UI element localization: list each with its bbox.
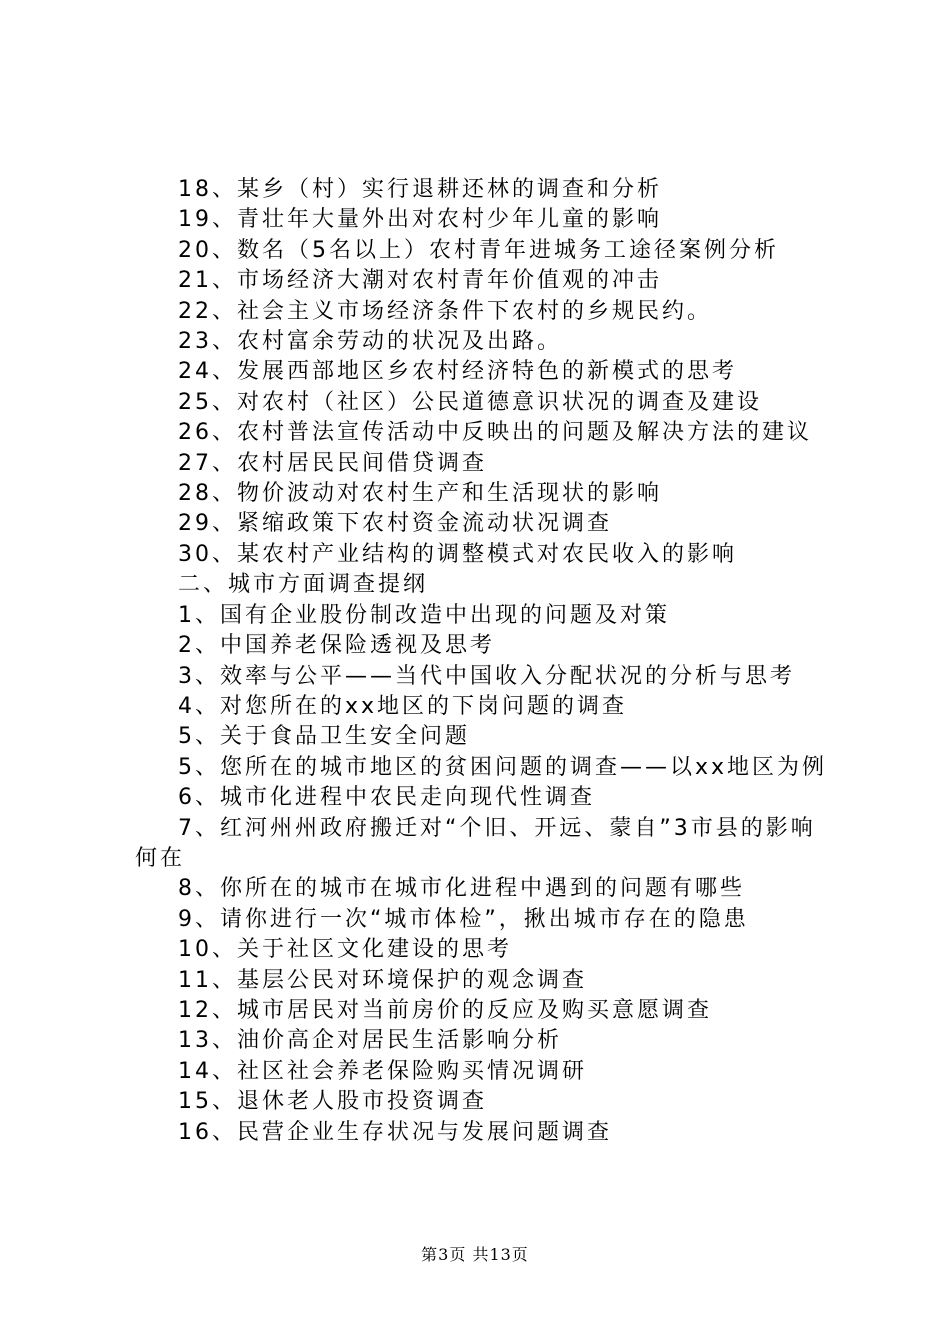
list-item: 16、民营企业生存状况与发展问题调查 [178, 1119, 612, 1145]
list-item: 27、农村居民民间借贷调查 [178, 450, 487, 476]
list-item: 29、紧缩政策下农村资金流动状况调查 [178, 511, 612, 537]
section-heading: 二、城市方面调查提纲 [178, 572, 429, 598]
list-item: 2、中国养老保险透视及思考 [178, 633, 495, 659]
list-item: 25、对农村（社区）公民道德意识状况的调查及建设 [178, 389, 762, 415]
list-item: 12、城市居民对当前房价的反应及购买意愿调查 [178, 997, 712, 1023]
list-item: 4、对您所在的xx地区的下岗问题的调查 [178, 693, 628, 719]
list-item: 11、基层公民对环境保护的观念调查 [178, 967, 587, 993]
list-item: 9、请你进行一次“城市体检”，揪出城市存在的隐患 [178, 906, 749, 932]
list-item: 7、红河州州政府搬迁对“个旧、开远、蒙自”3市县的影响何在 [135, 815, 816, 871]
list-item: 23、农村富余劳动的状况及出路。 [178, 329, 562, 355]
list-item: 22、社会主义市场经济条件下农村的乡规民约。 [178, 298, 712, 324]
list-item: 21、市场经济大潮对农村青年价值观的冲击 [178, 268, 662, 294]
list-item: 20、数名（5名以上）农村青年进城务工途径案例分析 [178, 237, 779, 263]
list-item: 14、社区社会养老保险购买情况调研 [178, 1058, 587, 1084]
list-item: 24、发展西部地区乡农村经济特色的新模式的思考 [178, 359, 737, 385]
list-item: 30、某农村产业结构的调整模式对农民收入的影响 [178, 541, 737, 567]
list-item: 28、物价波动对农村生产和生活现状的影响 [178, 481, 662, 507]
list-item: 8、你所在的城市在城市化进程中遇到的问题有哪些 [178, 876, 745, 902]
list-item: 13、油价高企对居民生活影响分析 [178, 1028, 562, 1054]
list-item: 19、青壮年大量外出对农村少年儿童的影响 [178, 207, 662, 233]
list-item: 15、退休老人股市投资调查 [178, 1089, 487, 1115]
list-item: 26、农村普法宣传活动中反映出的问题及解决方法的建议 [178, 420, 812, 446]
list-item: 3、效率与公平——当代中国收入分配状况的分析与思考 [178, 663, 795, 689]
list-item: 1、国有企业股份制改造中出现的问题及对策 [178, 602, 670, 628]
list-item: 5、关于食品卫生安全问题 [178, 724, 470, 750]
page-footer: 第3页 共13页 [421, 1245, 529, 1264]
list-item: 18、某乡（村）实行退耕还林的调查和分析 [178, 177, 662, 202]
document-body [135, 175, 835, 1148]
list-item: 10、关于社区文化建设的思考 [178, 937, 512, 963]
list-item: 5、您所在的城市地区的贫困问题的调查——以xx地区为例 [178, 754, 828, 780]
list-item: 6、城市化进程中农民走向现代性调查 [178, 785, 595, 811]
